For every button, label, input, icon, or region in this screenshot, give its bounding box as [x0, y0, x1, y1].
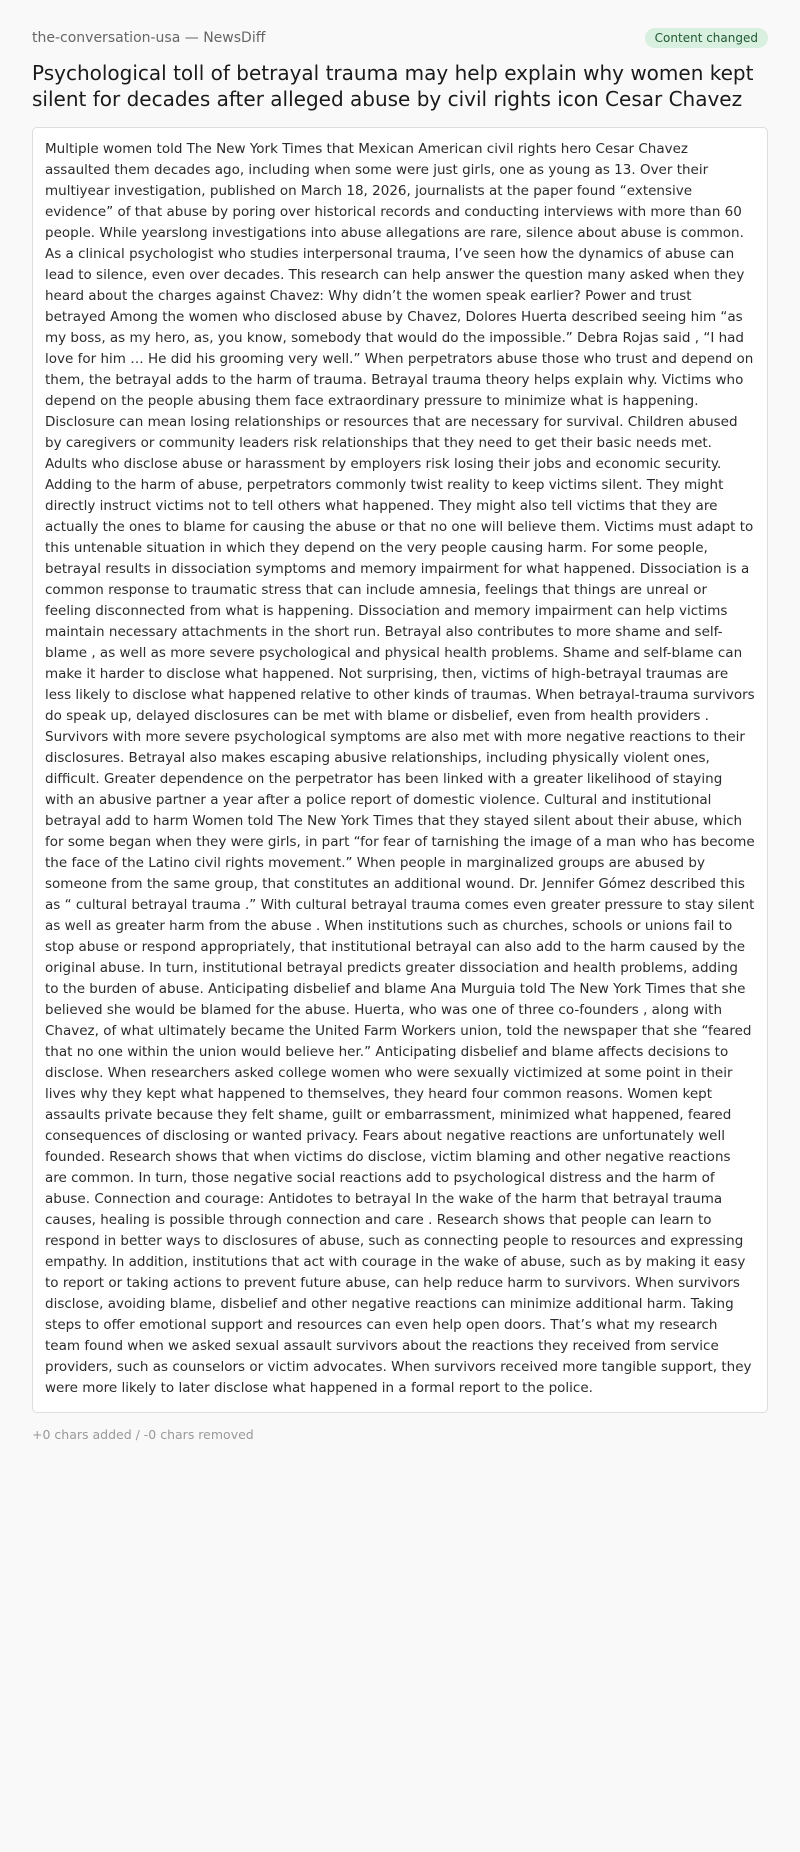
diff-summary: +0 chars added / -0 chars removed — [32, 1427, 254, 1442]
source-label: the-conversation-usa — NewsDiff — [32, 30, 266, 46]
article-title: Psychological toll of betrayal trauma may help explain why women kept silent for decades after alleged abuse by civil rights icon Cesar Chavez — [32, 61, 754, 111]
article-body: Multiple women told The New York Times that Mexican American civil rights hero Cesar Chavez assaulted them decades ago, including when some were just girls, one as young as 13. Over their multiyear investigation, published on March 18, 2026, journalists at the paper found “extensive evidence” of that abuse by poring over historical records and conducting interviews with more than 60 people. While yearslong investigations into abuse allegations are rare, silence about abuse is common. As a clinical psychologist who studies interpersonal trauma, I’ve seen how the dynamics of abuse can lead to silence, even over decades. This research can help answer the question many asked when they heard about the charges against Chavez: Why didn’t the women speak earlier? Power and trust betrayed Among the women who disclosed abuse by Chavez, Dolores Huerta described seeing him “as my boss, as my hero, as, you know, somebody that would do the impossible.” Debra Rojas said , “I had love for him … He did his grooming very well.” When perpetrators abuse those who trust and depend on them, the betrayal adds to the harm of trauma. Betrayal trauma theory helps explain why. Victims who depend on the people abusing them face extraordinary pressure to minimize what is happening. Disclosure can mean losing relationships or resources that are necessary for survival. Children abused by caregivers or community leaders risk relationships that they need to get their basic needs met. Adults who disclose abuse or harassment by employers risk losing their jobs and economic security. Adding to the harm of abuse, perpetrators commonly twist reality to keep victims silent. They might directly instruct victims not to tell others what happened. They might also tell victims that they are actually the ones to blame for causing the abuse or that no one will believe them. Victims must adapt to this untenable situation in which they depend on the very people causing harm. For some people, betrayal results in dissociation symptoms and memory impairment for what happened. Dissociation is a common response to traumatic stress that can include amnesia, feelings that things are unreal or feeling disconnected from what is happening. Dissociation and memory impairment can help victims maintain necessary attachments in the short run. Betrayal also contributes to more shame and self-blame , as well as more severe psychological and physical health problems. Shame and self-blame can make it harder to disclose what happened. Not surprising, then, victims of high-betrayal traumas are less likely to disclose what happened relative to other kinds of traumas. When betrayal-trauma survivors do speak up, delayed disclosures can be met with blame or disbelief, even from health providers . Survivors with more severe psychological symptoms are also met with more negative reactions to their disclosures. Betrayal also makes escaping abusive relationships, including physically violent ones, difficult. Greater dependence on the perpetrator has been linked with a greater likelihood of staying with an abusive partner a year after a police report of domestic violence. Cultural and institutional betrayal add to harm Women told The New York Times that they stayed silent about their abuse, which for some began when they were girls, in part “for fear of tarnishing the image of a man who has become the face of the Latino civil rights movement.” When people in marginalized groups are abused by someone from the same group, that constitutes an additional wound. Dr. Jennifer Gómez described this as “ cultural betrayal trauma .” With cultural betrayal trauma comes even greater pressure to stay silent as well as greater harm from the abuse . When institutions such as churches, schools or unions fail to stop abuse or respond appropriately, that institutional betrayal can also add to the harm caused by the original abuse. In turn, institutional betrayal predicts greater dissociation and health problems, adding to the burden of abuse. Anticipating disbelief and blame Ana Murguia told The New York Times that she believed she would be blamed for the abuse. Huerta, who was one of three co-founders , along with Chavez, of what ultimately became the United Farm Workers union, told the newspaper that she “feared that no one within the union would believe her.” Anticipating disbelief and blame affects decisions to disclose. When researchers asked college women who were sexually victimized at some point in their lives why they kept what happened to themselves, they heard four common reasons. Women kept assaults private because they felt shame, guilt or embarrassment, minimized what happened, feared consequences of disclosing or wanted privacy. Fears about negative reactions are unfortunately well founded. Research shows that when victims do disclose, victim blaming and other negative reactions are common. In turn, those negative social reactions add to psychological distress and the harm of abuse. Connection and courage: Antidotes to betrayal In the wake of the harm that betrayal trauma causes, healing is possible through connection and care . Research shows that people can learn to respond in better ways to disclosures of abuse, such as connecting people to resources and expressing empathy. In addition, institutions that act with courage in the wake of abuse, such as by making it easy to report or taking actions to prevent future abuse, can help reduce harm to survivors. When survivors disclose, avoiding blame, disbelief and other negative reactions can minimize additional harm. Taking steps to offer emotional support and resources can even help open doors. That’s what my research team found when we asked sexual assault survivors about the reactions they received from service providers, such as counselors or victim advocates. When survivors received more tangible support, they were more likely to later disclose what happened in a formal report to the police. — [32, 127, 768, 1413]
status-badge: Content changed — [645, 28, 768, 48]
top-bar — [32, 28, 768, 48]
